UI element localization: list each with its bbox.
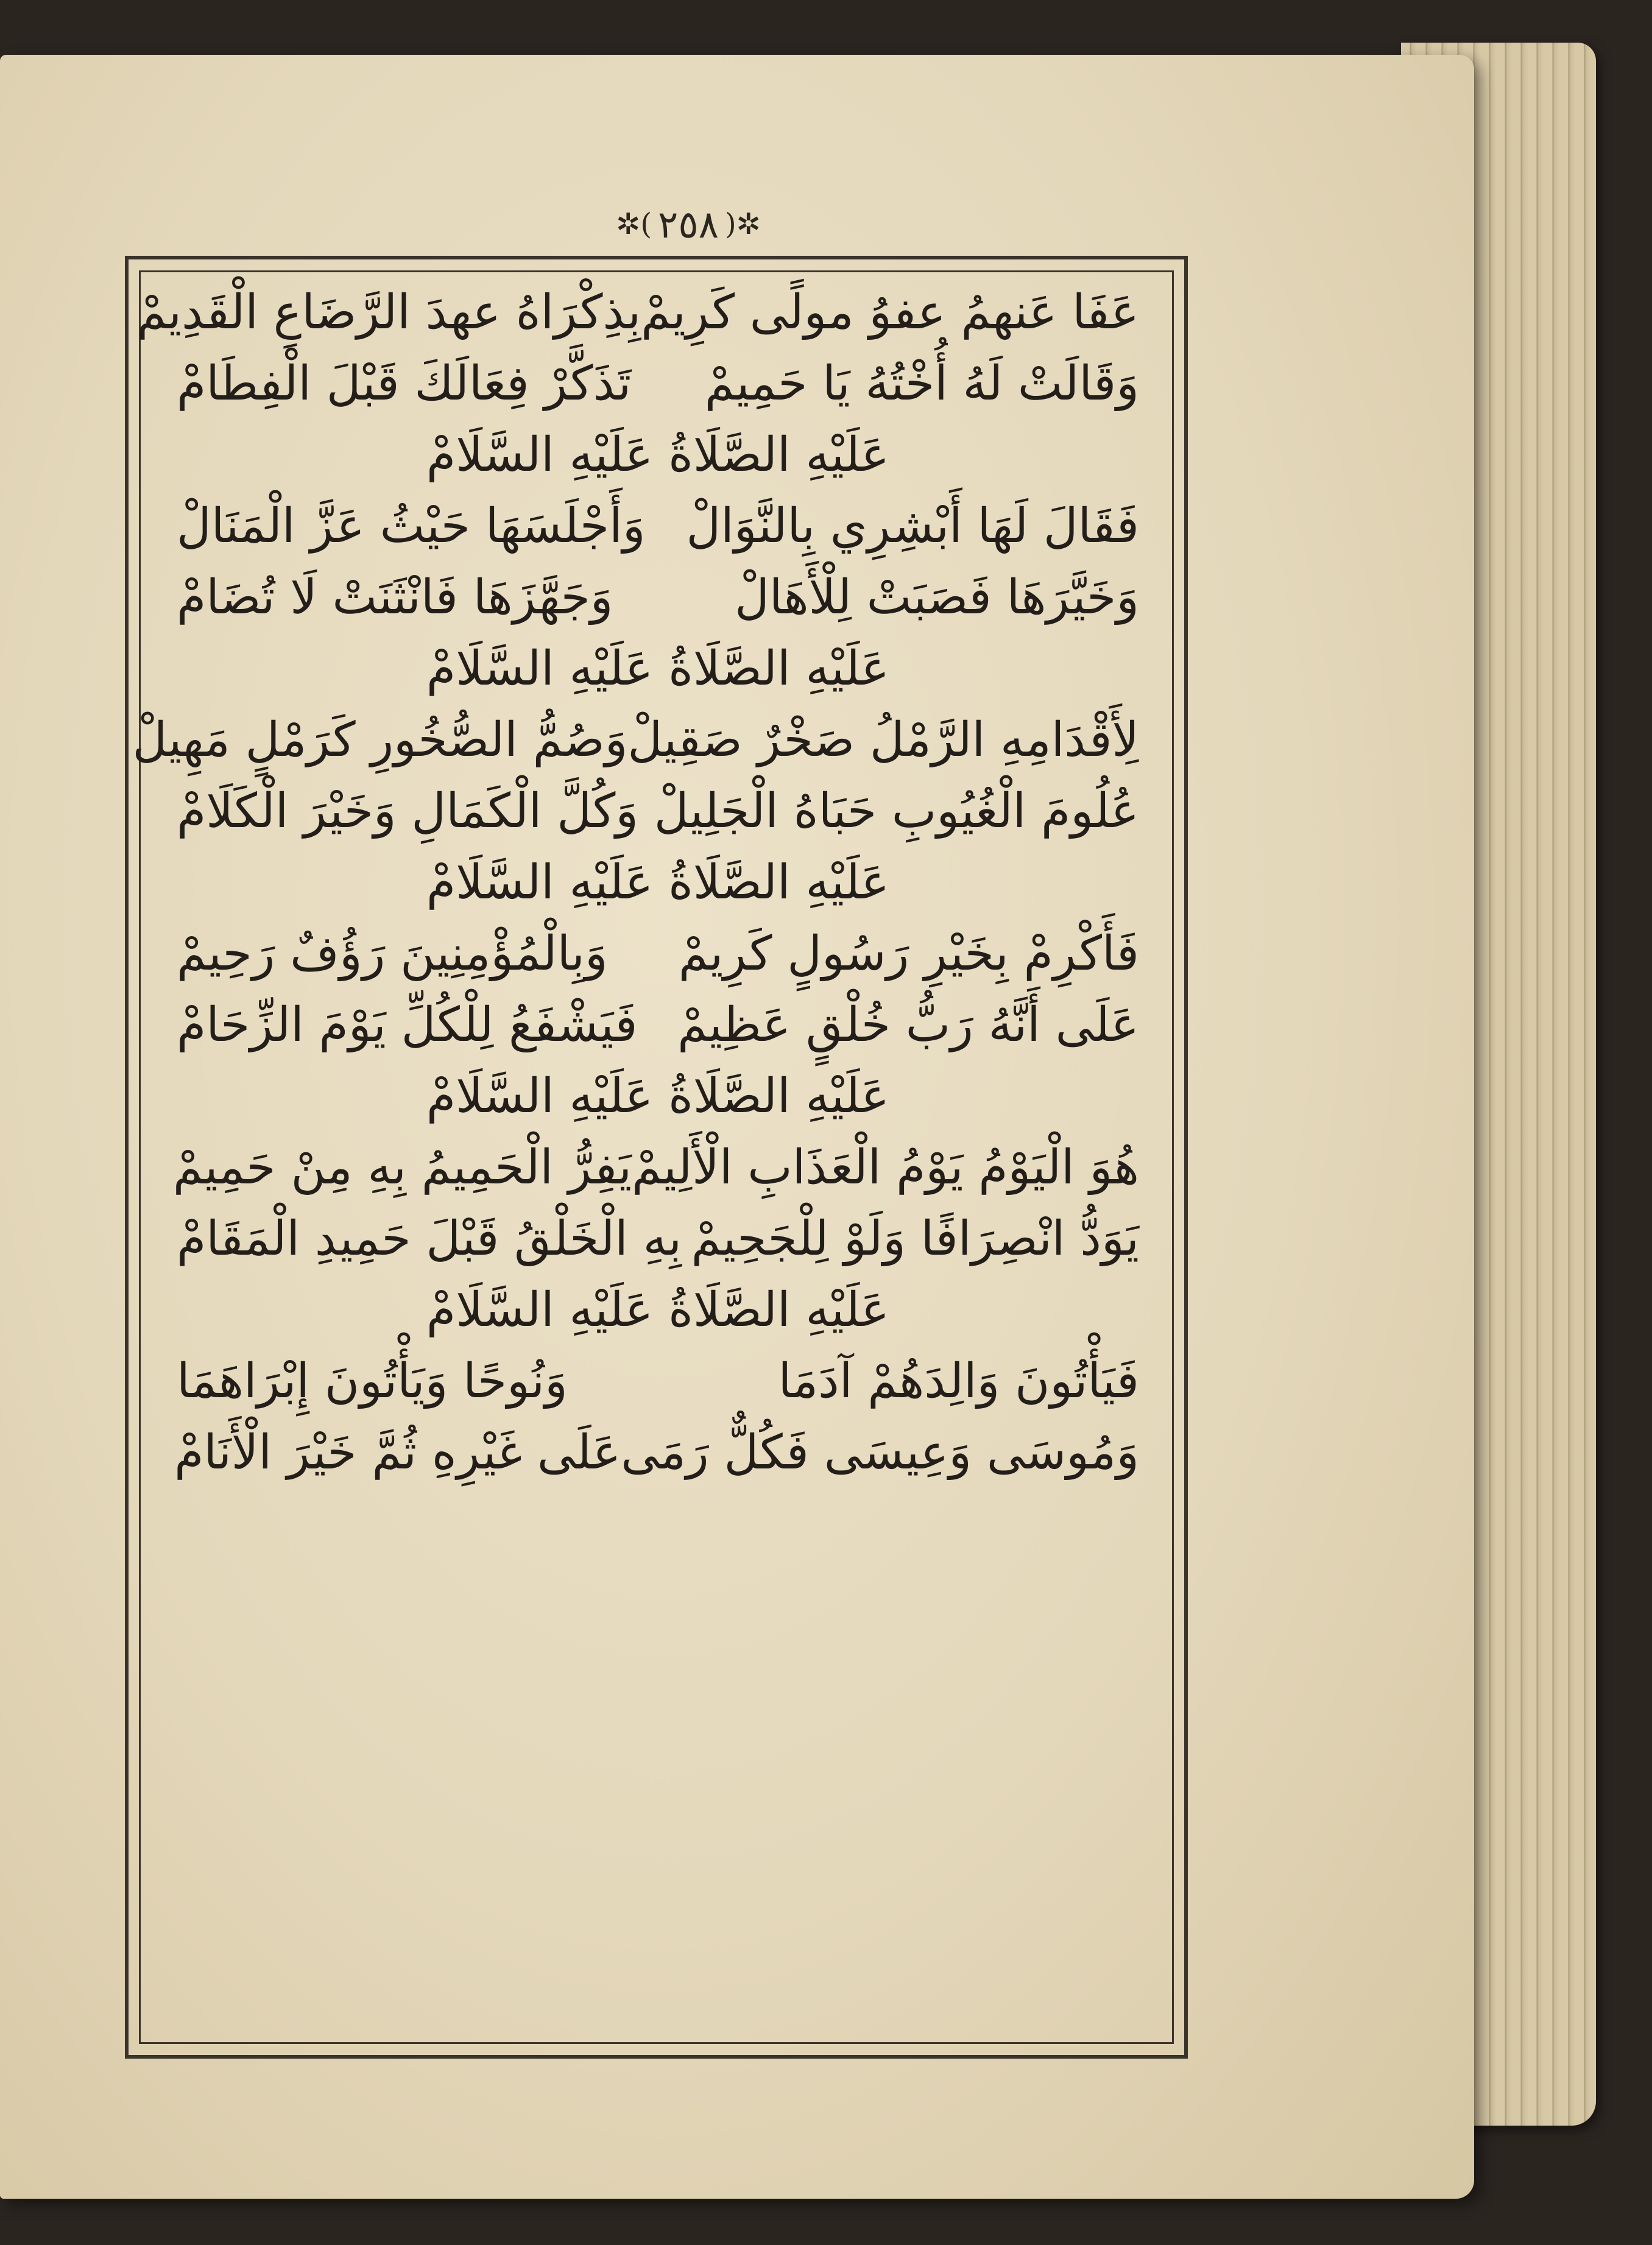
page-number (597, 194, 780, 255)
verse-first-half: فَأَكْرِمْ بِخَيْرِ رَسُولٍ كَرِيمْ (678, 926, 1139, 981)
verse-second-half: تَذَكَّرْ فِعَالَكَ قَبْلَ الْفِطَامْ (177, 356, 632, 411)
verse-first-half: وَمُوسَى وَعِيسَى فَكُلٌّ رَمَى (621, 1425, 1139, 1480)
refrain-line: عَلَيْهِ الصَّلَاةُ عَلَيْهِ السَّلَامْ (426, 855, 890, 910)
ornament-right-icon: )✲ (724, 207, 761, 241)
verse-line (177, 1204, 1139, 1275)
verse-second-half: يَفِرُّ الْحَمِيمُ بِهِ مِنْ حَمِيمْ (172, 1140, 632, 1195)
verse-line (177, 1346, 1139, 1417)
verse-first-half: عُلُومَ الْغُيُوبِ حَبَاهُ الْجَلِيلْ (654, 784, 1139, 839)
verse-first-half: لِأَقْدَامِهِ الرَّمْلُ صَخْرٌ صَقِيلْ (627, 713, 1139, 767)
page-number-text: ٢٥٨ (658, 202, 719, 247)
ornament-left-icon: ✲( (616, 207, 652, 241)
verse-line (177, 348, 1139, 420)
verse-line (136, 277, 1139, 348)
refrain-line: عَلَيْهِ الصَّلَاةُ عَلَيْهِ السَّلَامْ (426, 641, 890, 696)
verse-line (177, 776, 1139, 847)
verse-first-half: فَقَالَ لَهَا أَبْشِرِي بِالنَّوَالْ (686, 499, 1139, 554)
verse-first-half: وَقَالَتْ لَهُ أُخْتُهُ يَا حَمِيمْ (704, 356, 1139, 411)
verse-line (177, 990, 1139, 1061)
poem-body (132, 277, 1139, 1489)
verse-first-half: يَوَدُّ انْصِرَافًا وَلَوْ لِلْجَحِيمْ (691, 1211, 1139, 1266)
verse-line (177, 491, 1139, 562)
verse-first-half: عَفَا عَنهمُ عفوُ مولًى كَرِيمْ (641, 285, 1139, 340)
verse-second-half: وَأَجْلَسَهَا حَيْثُ عَزَّ الْمَنَالْ (177, 499, 646, 554)
verse-line (172, 1132, 1139, 1204)
verse-second-half: عَلَى غَيْرِهِ ثُمَّ خَيْرَ الْأَنَامْ (174, 1425, 621, 1480)
verse-line (177, 562, 1139, 633)
verse-second-half: وَنُوحًا وَيَأْتُونَ إِبْرَاهَمَا (177, 1354, 568, 1409)
verse-second-half: بِهِ الْخَلْقُ قَبْلَ حَمِيدِ الْمَقَامْ (177, 1211, 682, 1266)
verse-line (174, 1417, 1139, 1489)
verse-line (177, 918, 1139, 990)
refrain-line: عَلَيْهِ الصَّلَاةُ عَلَيْهِ السَّلَامْ (426, 428, 890, 482)
verse-second-half: وَكُلَّ الْكَمَالِ وَخَيْرَ الْكَلَامْ (177, 784, 639, 839)
verse-second-half: بِذِكْرَاهُ عهدَ الرَّضَاعِ الْقَدِيمْ (136, 285, 641, 340)
verse-first-half: وَخَيَّرَهَا فَصَبَتْ لِلْأَهَالْ (735, 570, 1139, 625)
refrain-line: عَلَيْهِ الصَّلَاةُ عَلَيْهِ السَّلَامْ (426, 1283, 890, 1337)
verse-line (132, 705, 1139, 776)
refrain-line: عَلَيْهِ الصَّلَاةُ عَلَيْهِ السَّلَامْ (426, 1069, 890, 1124)
verse-second-half: فَيَشْفَعُ لِلْكُلِّ يَوْمَ الزِّحَامْ (177, 998, 638, 1052)
verse-first-half: هُوَ الْيَوْمُ يَوْمُ الْعَذَابِ الْأَلِيمْ (632, 1140, 1139, 1195)
verse-second-half: وَجَهَّزَهَا فَانْثَنَتْ لَا تُضَامْ (177, 570, 613, 625)
verse-second-half: وَصُمُّ الصُّخُورِ كَرَمْلٍ مَهِيلْ (132, 713, 628, 767)
verse-first-half: فَيَأْتُونَ وَالِدَهُمْ آدَمَا (778, 1354, 1139, 1409)
verse-second-half: وَبِالْمُؤْمِنِينَ رَؤُفٌ رَحِيمْ (177, 926, 608, 981)
verse-first-half: عَلَى أَنَّهُ رَبُّ خُلْقٍ عَظِيمْ (677, 998, 1139, 1052)
